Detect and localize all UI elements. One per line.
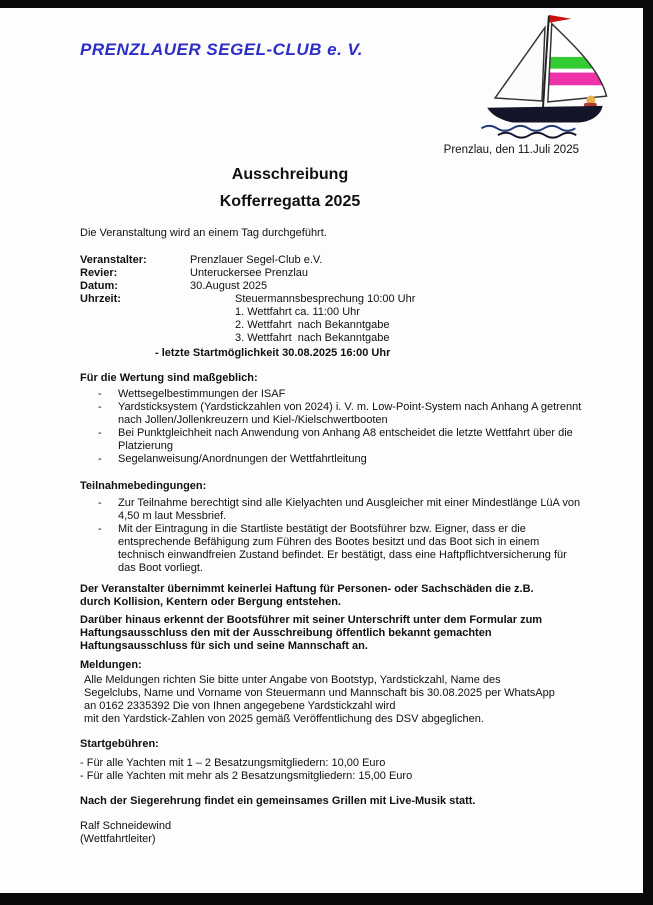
list-marker: -	[98, 427, 102, 439]
document-title: Ausschreibung	[231, 166, 349, 183]
meldungen-line: Segelclubs, Name und Vorname von Steuermann und Mannschaft bis 30.08.2025 per WhatsApp	[84, 687, 555, 699]
detail-label: Datum:	[80, 280, 118, 292]
fee-lines	[80, 757, 583, 783]
list-item	[98, 401, 583, 427]
sailboat-illustration	[453, 10, 631, 142]
text-line: Haftungsausschluss für sich und seine Mannschaft an.	[80, 640, 368, 652]
meldungen-line: mit den Yardstick-Zahlen von 2025 gemäß Veröffentlichung des DSV abgeglichen.	[84, 713, 484, 725]
text-line: Darüber hinaus erkennt der Bootsführer mit seiner Unterschrift unter dem Formular zum	[80, 614, 543, 626]
list-item-text: Bei Punktgleichheit nach Anwendung von Anhang A8 entscheidet die letzte Wettfahrt über die Platzierung	[118, 427, 573, 452]
detail-label: Uhrzeit:	[80, 293, 121, 305]
club-name: PRENZLAUER SEGEL-CLUB e. V.	[80, 40, 364, 59]
list-marker: -	[98, 523, 102, 535]
signature-role: (Wettfahrtleiter)	[80, 833, 156, 845]
text-line: Der Veranstalter übernimmt keinerlei Haftung für Personen- oder Sachschäden die z.B.	[80, 583, 534, 595]
page-border-right	[643, 0, 653, 905]
meldungen-body	[80, 674, 583, 726]
detail-row	[80, 267, 583, 280]
deadline-note: - letzte Startmöglichkeit 30.08.2025 16:00 Uhr	[155, 347, 391, 359]
list-item-text: Segelanweisung/Anordnungen der Wettfahrtleitung	[118, 453, 367, 465]
jib-sail	[495, 28, 545, 101]
date-line: Prenzlau, den 11.Juli 2025	[443, 144, 579, 156]
closing-statement: Nach der Siegerehrung findet ein gemeinsames Grillen mit Live-Musik statt.	[80, 795, 476, 807]
wertung-list	[98, 388, 583, 466]
list-item	[98, 497, 583, 523]
list-marker: -	[98, 401, 102, 413]
section-heading-startgebuehren: Startgebühren:	[80, 738, 159, 750]
title-block	[80, 161, 500, 215]
detail-row	[80, 254, 583, 267]
detail-label: Veranstalter:	[80, 254, 147, 266]
fee-line: - Für alle Yachten mit 1 – 2 Besatzungsmitgliedern: 10,00 Euro	[80, 757, 386, 769]
page-border-top	[0, 0, 653, 8]
list-marker: -	[98, 497, 102, 509]
liability-paragraph-2	[80, 614, 583, 653]
race-schedule	[235, 306, 583, 345]
list-item	[98, 427, 583, 453]
section-heading-meldungen: Meldungen:	[80, 659, 142, 671]
signature-name: Ralf Schneidewind	[80, 820, 172, 832]
event-details	[80, 254, 583, 360]
sailboat-image	[453, 10, 631, 142]
list-item-text: Zur Teilnahme berechtigt sind alle Kielyachten und Ausgleicher mit einer Mindestlänge LüA von 4,50 m laut Messbrief.	[118, 497, 581, 522]
fee-line: - Für alle Yachten mit mehr als 2 Besatzungsmitgliedern: 15,00 Euro	[80, 770, 413, 782]
text-line: durch Kollision, Kentern oder Bergung entstehen.	[80, 596, 341, 608]
detail-value: Unteruckersee Prenzlau	[190, 267, 309, 279]
list-item-text: Wettsegelbestimmungen der ISAF	[118, 388, 286, 400]
list-marker: -	[98, 453, 102, 465]
list-item	[98, 453, 583, 466]
water-wave-2	[498, 133, 576, 138]
page-border-bottom	[0, 893, 653, 905]
hull	[487, 106, 602, 123]
meldungen-line: an 0162 2335392 Die von Ihnen angegebene Yardstickzahl wird	[84, 700, 396, 712]
meldungen-line: Alle Meldungen richten Sie bitte unter Angabe von Bootstyp, Yardstickzahl, Name des	[84, 674, 501, 686]
document-subtitle: Kofferregatta 2025	[219, 193, 361, 210]
document-content	[0, 40, 653, 846]
list-item	[98, 388, 583, 401]
water-wave-1	[481, 126, 575, 131]
teilnahme-list	[98, 497, 583, 575]
detail-row	[80, 293, 583, 306]
flag-icon	[549, 15, 571, 23]
signature-block	[80, 820, 583, 846]
detail-value: 30.August 2025	[190, 280, 268, 292]
detail-value: Steuermannsbesprechung 10:00 Uhr	[235, 293, 416, 305]
detail-value: Prenzlauer Segel-Club e.V.	[190, 254, 323, 266]
list-item-text: Yardsticksystem (Yardstickzahlen von 2024) i. V. m. Low-Point-System nach Anhang A getrennt nach Jollen/Jollenkreuzern und Kiel-/Kielschwertbooten	[118, 401, 582, 426]
list-item-text: Mit der Eintragung in die Startliste bestätigt der Bootsführer bzw. Eigner, dass er die entsprechende Befähigung zum Führen des Bootes besitzt und das Boot sich in einem technisch einwandfreien Zustand befindet. Er bestätigt, dass eine Haftpflichtversicherung für das Boot vorliegt.	[118, 523, 567, 574]
intro-text: Die Veranstaltung wird an einem Tag durchgeführt.	[80, 227, 327, 239]
list-item	[98, 523, 583, 575]
section-heading-teilnahme: Teilnahmebedingungen:	[80, 480, 207, 492]
detail-row	[80, 280, 583, 293]
detail-label: Revier:	[80, 267, 118, 279]
liability-paragraph-1	[80, 583, 583, 609]
section-heading-wertung: Für die Wertung sind maßgeblich:	[80, 372, 258, 384]
schedule-line: 2. Wettfahrt nach Bekanntgabe	[235, 319, 390, 331]
text-line: Haftungsausschluss den mit der Ausschreibung öffentlich bekannt gemachten	[80, 627, 492, 639]
schedule-line: 3. Wettfahrt nach Bekanntgabe	[235, 332, 390, 344]
list-marker: -	[98, 388, 102, 400]
schedule-line: 1. Wettfahrt ca. 11:00 Uhr	[235, 306, 360, 318]
